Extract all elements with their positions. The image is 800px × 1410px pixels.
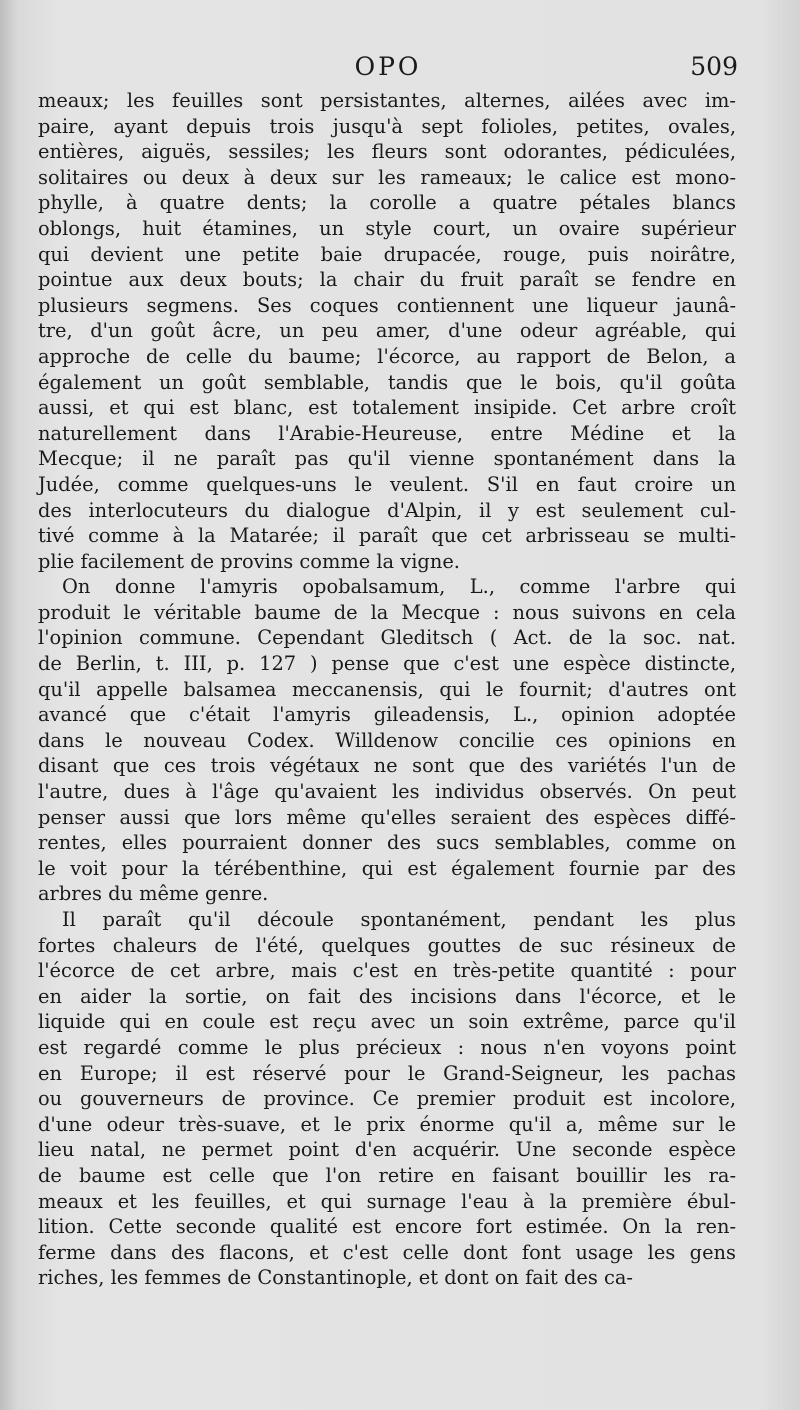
paragraph	[38, 88, 736, 574]
text-line: est regardé comme le plus précieux : nous n'en voyons point	[38, 1035, 736, 1059]
text-line: lieu natal, ne permet point d'en acquérir. Une seconde espèce	[38, 1138, 736, 1162]
text-line: plusieurs segmens. Ses coques contiennent une liqueur jaunâ-	[38, 293, 736, 317]
text-line: On donne l'amyris opobalsamum, L., comme l'arbre qui	[62, 575, 736, 599]
text-line: lition. Cette seconde qualité est encore fort estimée. On la ren-	[38, 1215, 736, 1239]
text-line: penser aussi que lors même qu'elles seraient des espèces diffé-	[38, 805, 736, 829]
text-line: produit le véritable baume de la Mecque : nous suivons en cela	[38, 600, 736, 624]
text-line: également un goût semblable, tandis que le bois, qu'il goûta	[38, 370, 736, 394]
text-line: oblongs, huit étamines, un style court, un ovaire supérieur	[38, 216, 736, 240]
running-title: OPO	[354, 52, 422, 81]
text-line: liquide qui en coule est reçu avec un soin extrême, parce qu'il	[38, 1010, 736, 1034]
text-line: naturellement dans l'Arabie-Heureuse, entre Médine et la	[38, 421, 736, 445]
text-line: approche de celle du baume; l'écorce, au rapport de Belon, a	[38, 344, 736, 368]
text-line: meaux et les feuilles, et qui surnage l'eau à la première ébul-	[38, 1189, 736, 1213]
text-line: arbres du même genre.	[38, 882, 269, 906]
text-line: plie facilement de provins comme la vigne.	[38, 549, 460, 573]
text-line: l'opinion commune. Cependant Gleditsch ( Act. de la soc. nat.	[38, 626, 736, 650]
text-line: fortes chaleurs de l'été, quelques gouttes de suc résineux de	[38, 933, 736, 957]
body-text	[38, 88, 736, 1291]
text-line: dans le nouveau Codex. Willdenow concilie ces opinions en	[38, 728, 736, 752]
text-line: Il paraît qu'il découle spontanément, pendant les plus	[62, 908, 736, 931]
text-line: tre, d'un goût âcre, un peu amer, d'une odeur agréable, qui	[38, 319, 736, 343]
page-number: 509	[690, 52, 738, 81]
text-line: d'une odeur très-suave, et le prix énorme qu'il a, même sur le	[38, 1112, 736, 1136]
text-line: entières, aiguës, sessiles; les fleurs sont odorantes, pédiculées,	[38, 140, 736, 164]
page-header	[38, 52, 738, 92]
text-line: riches, les femmes de Constantinople, et dont on fait des ca-	[38, 1266, 633, 1290]
text-line: en aider la sortie, on fait des incisions dans l'écorce, et le	[38, 984, 736, 1008]
text-line: tivé comme à la Matarée; il paraît que cet arbrisseau se multi-	[38, 524, 736, 548]
text-line: de baume est celle que l'on retire en faisant bouillir les ra-	[38, 1163, 736, 1187]
text-line: avancé que c'était l'amyris gileadensis, L., opinion adoptée	[38, 703, 736, 727]
text-line: l'écorce de cet arbre, mais c'est en très-petite quantité : pour	[38, 959, 736, 983]
text-line: meaux; les feuilles sont persistantes, alternes, ailées avec im-	[38, 89, 736, 112]
text-line: le voit pour la térébenthine, qui est également fournie par des	[38, 856, 736, 880]
text-line: ferme dans des flacons, et c'est celle dont font usage les gens	[38, 1240, 736, 1264]
text-line: disant que ces trois végétaux ne sont que des variétés l'un de	[38, 754, 736, 778]
text-line: paire, ayant depuis trois jusqu'à sept folioles, petites, ovales,	[38, 114, 736, 138]
paragraph	[38, 907, 736, 1291]
text-line: solitaires ou deux à deux sur les rameaux; le calice est mono-	[38, 165, 736, 189]
text-line: qu'il appelle balsamea meccanensis, qui le fournit; d'autres ont	[38, 677, 736, 701]
text-line: rentes, elles pourraient donner des sucs semblables, comme on	[38, 831, 736, 855]
text-line: ou gouverneurs de province. Ce premier produit est incolore,	[38, 1087, 736, 1111]
text-line: phylle, à quatre dents; la corolle a quatre pétales blancs	[38, 191, 736, 215]
text-line: pointue aux deux bouts; la chair du fruit paraît se fendre en	[38, 268, 736, 292]
text-line: qui devient une petite baie drupacée, rouge, puis noirâtre,	[38, 242, 736, 266]
text-line: en Europe; il est réservé pour le Grand-Seigneur, les pachas	[38, 1061, 736, 1085]
paragraph	[38, 574, 736, 907]
text-line: des interlocuteurs du dialogue d'Alpin, il y est seulement cul-	[38, 498, 736, 522]
text-line: aussi, et qui est blanc, est totalement insipide. Cet arbre croît	[38, 396, 736, 420]
text-line: Judée, comme quelques-uns le veulent. S'il en faut croire un	[38, 472, 736, 496]
text-line: de Berlin, t. III, p. 127 ) pense que c'est une espèce distincte,	[38, 652, 736, 676]
text-line: l'autre, dues à l'âge qu'avaient les individus observés. On peut	[38, 780, 736, 804]
text-line: Mecque; il ne paraît pas qu'il vienne spontanément dans la	[38, 447, 736, 471]
